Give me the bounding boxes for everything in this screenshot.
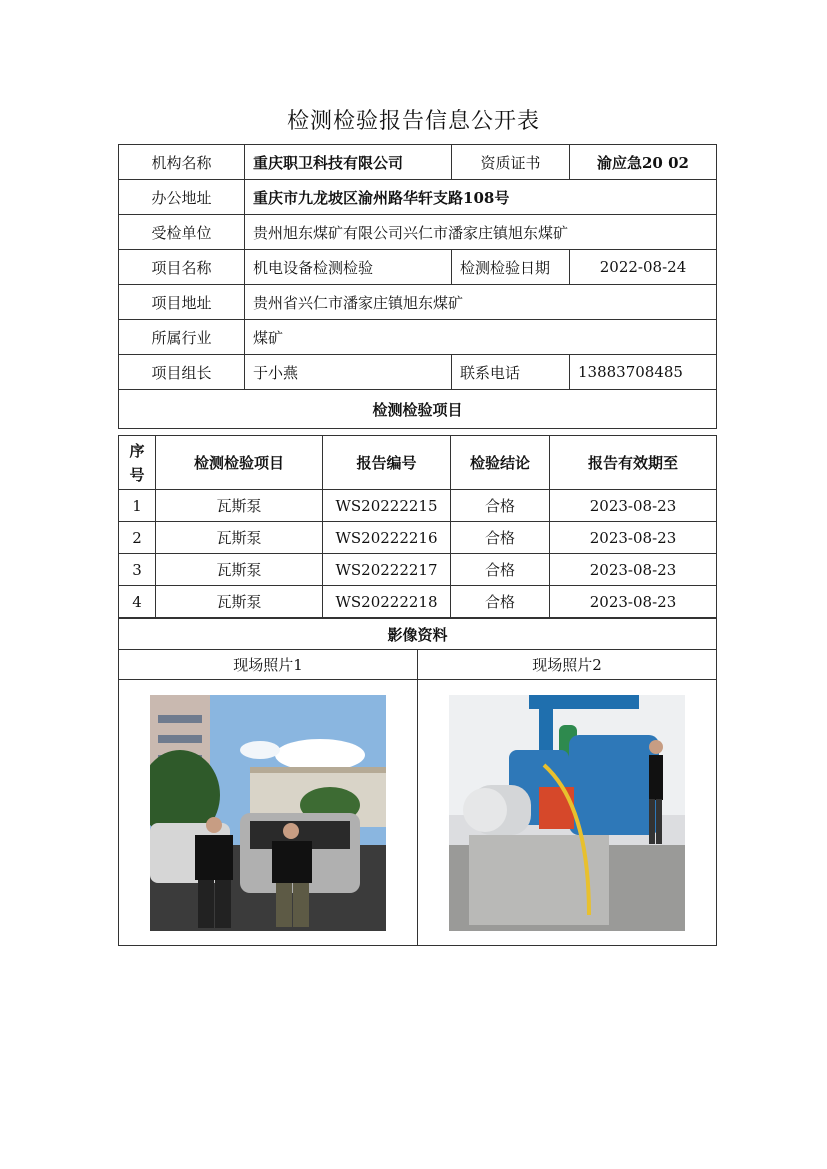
table-row <box>119 215 717 250</box>
proj-value: 机电设备检测检验 <box>245 250 452 285</box>
cell-valid: 2023-08-23 <box>550 522 717 554</box>
table-header-row <box>119 436 717 490</box>
table-row <box>119 285 717 320</box>
cell-item: 瓦斯泵 <box>156 490 323 522</box>
table-row <box>119 320 717 355</box>
industry-label: 所属行业 <box>119 320 245 355</box>
table-row <box>119 390 717 429</box>
site-photo-1 <box>150 695 386 931</box>
leader-value: 于小燕 <box>245 355 452 390</box>
cell-no: 3 <box>119 554 156 586</box>
cell-item: 瓦斯泵 <box>156 554 323 586</box>
org-value: 重庆职卫科技有限公司 <box>245 145 452 180</box>
header-result: 检验结论 <box>451 436 550 490</box>
cell-valid: 2023-08-23 <box>550 586 717 618</box>
cell-result: 合格 <box>451 586 550 618</box>
cell-report: WS20222216 <box>323 522 451 554</box>
photo1-label: 现场照片1 <box>119 650 418 680</box>
site-photo-2 <box>449 695 685 931</box>
cell-valid: 2023-08-23 <box>550 554 717 586</box>
header-report: 报告编号 <box>323 436 451 490</box>
header-valid: 报告有效期至 <box>550 436 717 490</box>
cell-valid: 2023-08-23 <box>550 490 717 522</box>
phone-label: 联系电话 <box>452 355 570 390</box>
site-value: 贵州省兴仁市潘家庄镇旭东煤矿 <box>245 285 717 320</box>
industry-value: 煤矿 <box>245 320 717 355</box>
items-table <box>118 435 717 618</box>
client-label: 受检单位 <box>119 215 245 250</box>
table-row <box>119 490 717 522</box>
cell-result: 合格 <box>451 554 550 586</box>
page-title: 检测检验报告信息公开表 <box>286 109 540 134</box>
cert-value: 渝应急20 02 <box>570 145 717 180</box>
cell-no: 2 <box>119 522 156 554</box>
leader-label: 项目组长 <box>119 355 245 390</box>
cell-no: 4 <box>119 586 156 618</box>
phone-value: 13883708485 <box>570 355 717 390</box>
client-value: 贵州旭东煤矿有限公司兴仁市潘家庄镇旭东煤矿 <box>245 215 717 250</box>
addr-value: 重庆市九龙坡区渝州路华轩支路108号 <box>245 180 717 215</box>
table-row <box>119 522 717 554</box>
cell-result: 合格 <box>451 522 550 554</box>
photo2-label: 现场照片2 <box>418 650 717 680</box>
table-row <box>119 180 717 215</box>
photos-table <box>118 618 717 946</box>
table-row <box>119 250 717 285</box>
date-label: 检测检验日期 <box>452 250 570 285</box>
cell-report: WS20222215 <box>323 490 451 522</box>
cell-report: WS20222218 <box>323 586 451 618</box>
items-section-title: 检测检验项目 <box>119 390 717 429</box>
org-label: 机构名称 <box>119 145 245 180</box>
photos-section-title: 影像资料 <box>119 619 717 650</box>
date-value: 2022-08-24 <box>570 250 717 285</box>
table-row <box>119 355 717 390</box>
cell-item: 瓦斯泵 <box>156 586 323 618</box>
cell-result: 合格 <box>451 490 550 522</box>
site-label: 项目地址 <box>119 285 245 320</box>
header-item: 检测检验项目 <box>156 436 323 490</box>
table-row <box>119 145 717 180</box>
cert-label: 资质证书 <box>452 145 570 180</box>
cell-item: 瓦斯泵 <box>156 522 323 554</box>
addr-label: 办公地址 <box>119 180 245 215</box>
cell-report: WS20222217 <box>323 554 451 586</box>
table-row <box>119 554 717 586</box>
info-table <box>118 144 717 429</box>
proj-label: 项目名称 <box>119 250 245 285</box>
table-row <box>119 586 717 618</box>
header-no: 序 号 <box>119 436 156 490</box>
cell-no: 1 <box>119 490 156 522</box>
